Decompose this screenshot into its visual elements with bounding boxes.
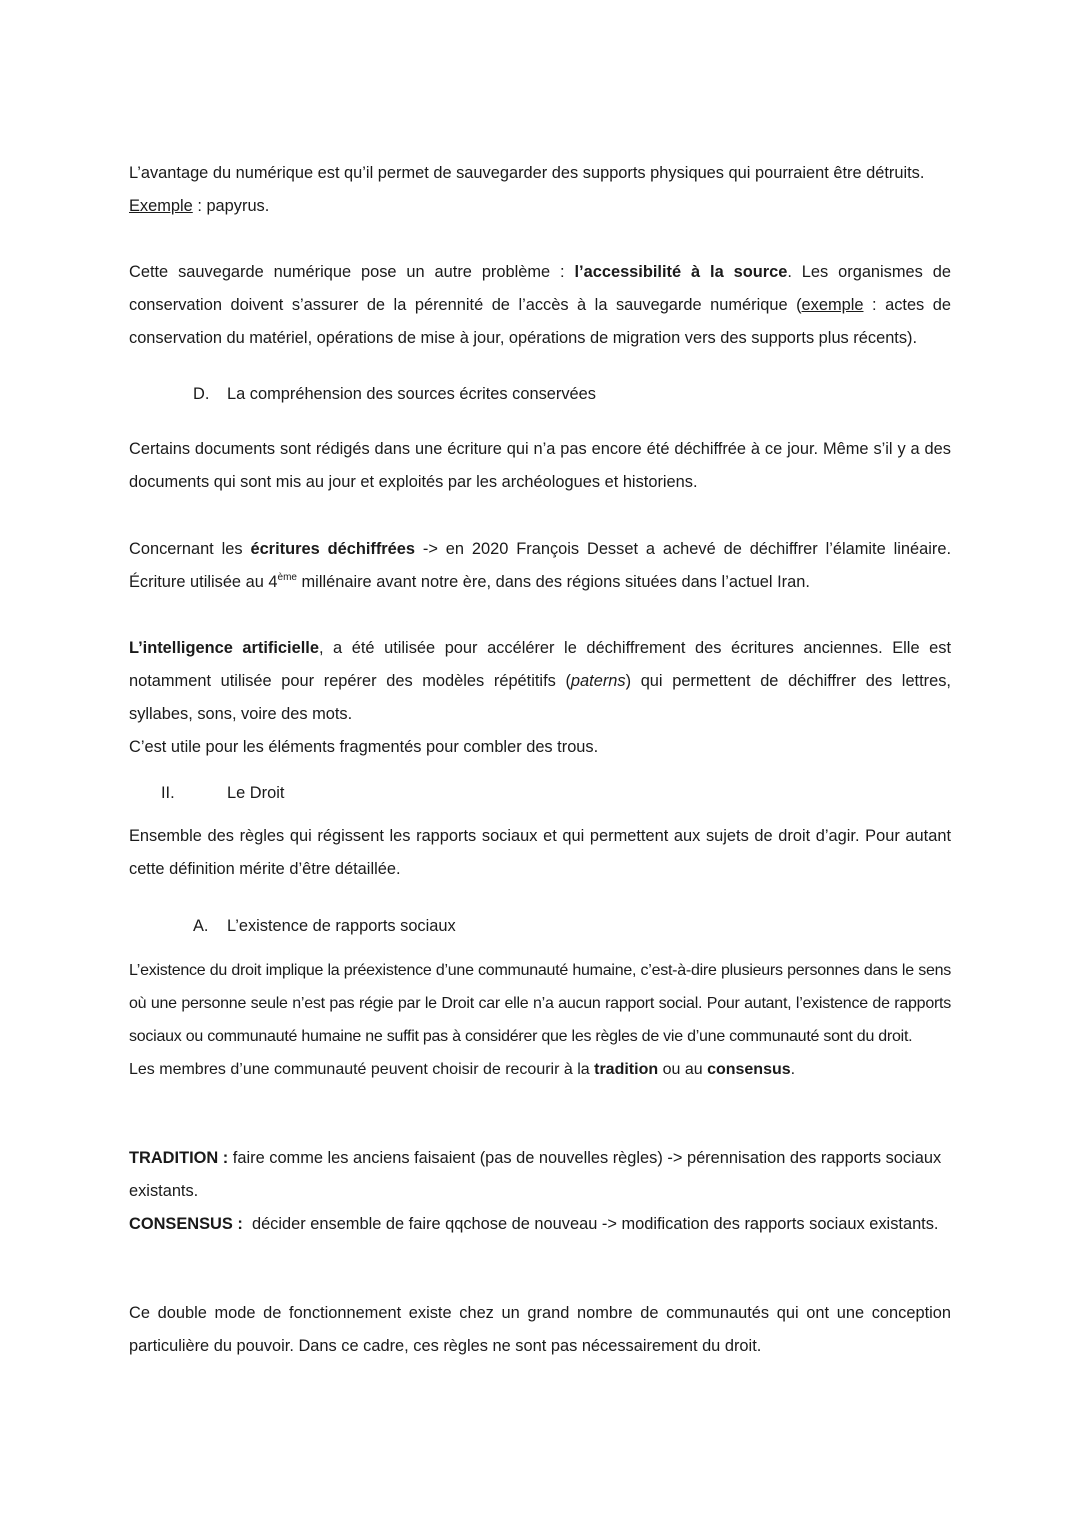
definition-consensus: CONSENSUS : décider ensemble de faire qqchose de nouveau -> modification des rapports sociaux existants. — [129, 1215, 939, 1233]
example-text: : papyrus. — [192, 197, 270, 215]
paragraph-accessibility: Cette sauvegarde numérique pose un autre problème : l’accessibilité à la source. Les organismes de conservation doivent s’assurer de la pérennité de l’accès à la sauvegarde numérique (exemple : actes de conservation du matériel, opérations de mise à jour, opérations de migration vers des supports plus récents). — [129, 263, 952, 347]
paragraph-line: L’avantage du numérique est qu’il permet de sauvegarder des supports physiques qui pourraient être détruits. — [129, 164, 925, 182]
heading-text: Le Droit — [227, 784, 285, 802]
superscript: ème — [277, 572, 297, 583]
bold-term: tradition — [594, 1061, 659, 1078]
heading-number: A. — [193, 917, 209, 935]
paragraph-social-relations: L’existence du droit implique la préexistence d’une communauté humaine, c’est-à-dire plusieurs personnes dans le sens où une personne seule n’est pas régie par le Droit car elle n’a aucun rapport social. Pour autant, l’existence de rapports sociaux ou communauté humaine ne suffit pas à considérer que les règles de vie d’une communauté sont du droit. Les membres d’une communauté peuvent choisir de recourir à la tradition ou au consensus. — [129, 962, 951, 1078]
paragraph-deciphered: Concernant les écritures déchiffrées -> en 2020 François Desset a achevé de déchiffrer l’élamite linéaire. Écriture utilisée au 4ème millénaire avant notre ère, dans des régions situées dans l’actuel Iran. — [129, 540, 951, 591]
heading-number: II. — [161, 784, 175, 802]
term-label: CONSENSUS : — [129, 1215, 243, 1233]
example-label: Exemple — [129, 197, 193, 215]
term-label: TRADITION : — [129, 1149, 229, 1167]
paragraph-law-definition: Ensemble des règles qui régissent les rapports sociaux et qui permettent aux sujets de droit d’agir. Pour autant cette définition mérite d’être détaillée. — [129, 827, 951, 878]
paragraph-digital-advantage — [129, 157, 951, 223]
heading-number: D. — [193, 385, 210, 403]
paragraph-ai: L’intelligence artificielle, a été utilisée pour accélérer le déchiffrement des écritures anciennes. Elle est notamment utilisée pour repérer des modèles répétitifs (paterns) qui permettent de déchiffrer des lettres, syllabes, sons, voire des mots. C’est utile pour les éléments fragmentés pour combler des trous. — [129, 639, 951, 756]
paragraph-definitions — [129, 1142, 951, 1241]
paragraph-undeciphered: Certains documents sont rédigés dans une écriture qui n’a pas encore été déchiffrée à ce jour. Même s’il y a des documents qui sont mis au jour et exploités par les archéologues et historiens. — [129, 440, 951, 491]
bold-term: consensus — [707, 1061, 791, 1078]
heading-text: La compréhension des sources écrites conservées — [227, 385, 596, 403]
bold-term: écritures déchiffrées — [250, 540, 416, 558]
heading-text: L’existence de rapports sociaux — [227, 917, 456, 935]
bold-term: l’accessibilité à la source — [574, 263, 788, 281]
example-label: exemple — [801, 296, 864, 314]
paragraph-conclusion: Ce double mode de fonctionnement existe chez un grand nombre de communautés qui ont une conception particulière du pouvoir. Dans ce cadre, ces règles ne sont pas nécessairement du droit. — [129, 1304, 951, 1355]
italic-term: paterns — [570, 672, 626, 690]
definition-tradition: TRADITION : faire comme les anciens faisaient (pas de nouvelles règles) -> pérennisation des rapports sociaux existants. — [129, 1149, 942, 1200]
bold-term: L’intelligence artificielle — [129, 639, 319, 657]
